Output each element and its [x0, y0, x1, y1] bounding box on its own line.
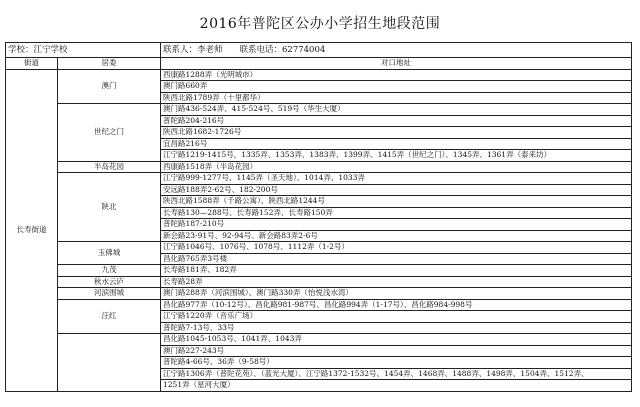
header-row	[6, 58, 632, 70]
address-cell: 陕西北路1588弄（千路公寓）、陕西北路1244号	[161, 196, 632, 208]
school-name: 学校：江宁学校	[6, 43, 161, 58]
header-street: 街道	[6, 58, 58, 70]
contact-info: 联系人：李老师 联系电话：62774004	[161, 43, 632, 58]
address-cell: 澳门路436-524弄、415-524号、519号（华生大厦）	[161, 104, 632, 116]
table-row	[6, 265, 632, 277]
address-cell: 陕西北路1682-1726号	[161, 127, 632, 139]
committee-cell: 秋水云庐	[58, 276, 161, 288]
committee-cell: 玉佛城	[58, 242, 161, 265]
header-committee: 居委	[58, 58, 161, 70]
address-cell: 昌化路765弄3号楼	[161, 253, 632, 265]
table-row	[6, 69, 632, 81]
address-cell: 澳门路288弄（河滨围城）、澳门路330弄（怡悦浅水湾）	[161, 288, 632, 300]
address-cell: 普陀路204-216号	[161, 115, 632, 127]
address-cell: 江宁路999-1277号、1145弄（圣天地）、1014弄、1033弄	[161, 173, 632, 185]
table-row	[6, 173, 632, 185]
table-row	[6, 242, 632, 254]
page-title: 2016年普陀区公办小学招生地段范围	[199, 16, 441, 32]
address-cell: 普陀路4-66号、36弄（9-58号）	[161, 357, 632, 369]
address-cell: 宜昌路216号	[161, 138, 632, 150]
address-cell: 长寿路28弄	[161, 276, 632, 288]
address-cell: 江宁路1220弄（音乐广场）	[161, 311, 632, 323]
committee-cell: 九茂	[58, 265, 161, 277]
table-row	[6, 334, 632, 346]
address-table	[5, 42, 632, 392]
address-cell: 安远路188弄2-62号、182-200号	[161, 184, 632, 196]
address-cell: 江宁路1219-1415号，1335弄、1353弄、1383弄、1399弄、1415弄（世纪之门）、1345弄、1361弄（泰来坊）	[161, 150, 632, 162]
address-cell: 普陀路7-13号、33号	[161, 322, 632, 334]
table-row	[6, 299, 632, 311]
address-cell: 1251弄（星河大厦）	[161, 380, 632, 392]
address-cell: 昌化路1045-1053号、1041弄、1043弄	[161, 334, 632, 346]
committee-cell: 陕北	[58, 173, 161, 242]
committee-cell	[58, 334, 161, 392]
address-cell: 昌化路977弄（10-12号）、昌化路981-987号、昌化路994弄（1-17号）、昌化路984-998号	[161, 299, 632, 311]
address-cell: 江宁路1306弄（普陀花苑）、（蓝光大厦）、江宁路1372-1532号、1454弄、1468弄、1488弄、1498弄、1504弄、1512弄、	[161, 368, 632, 380]
table-row	[6, 161, 632, 173]
address-cell: 澳门路227-243号	[161, 345, 632, 357]
table-row	[6, 288, 632, 300]
committee-cell: 澳门	[58, 69, 161, 104]
address-cell: 澳门路660弄	[161, 81, 632, 93]
street-cell: 长寿街道	[6, 69, 58, 391]
table-row	[6, 276, 632, 288]
header-address: 对口地址	[161, 58, 632, 70]
committee-cell: 汪红	[58, 299, 161, 334]
table-row	[6, 104, 632, 116]
address-cell: 长寿路130—288号、长寿路152弄、长寿路150弄	[161, 207, 632, 219]
address-cell: 普陀路187-210号	[161, 219, 632, 231]
committee-cell: 河滨围城	[58, 288, 161, 300]
address-cell: 新会路23-91号、92-94号、新会路83弄2-6号	[161, 230, 632, 242]
address-cell: 西康路1518弄（半岛花园）	[161, 161, 632, 173]
committee-cell: 世纪之门	[58, 104, 161, 162]
address-cell: 长寿路181弄、182弄	[161, 265, 632, 277]
committee-cell: 半岛花园	[58, 161, 161, 173]
address-cell: 陕西北路1789弄（十里都华）	[161, 92, 632, 104]
info-row	[6, 43, 632, 58]
address-cell: 西康路1288弄（光明城市）	[161, 69, 632, 81]
address-cell: 江宁路1046号、1076号、1078号、1112弄（1-2号）	[161, 242, 632, 254]
